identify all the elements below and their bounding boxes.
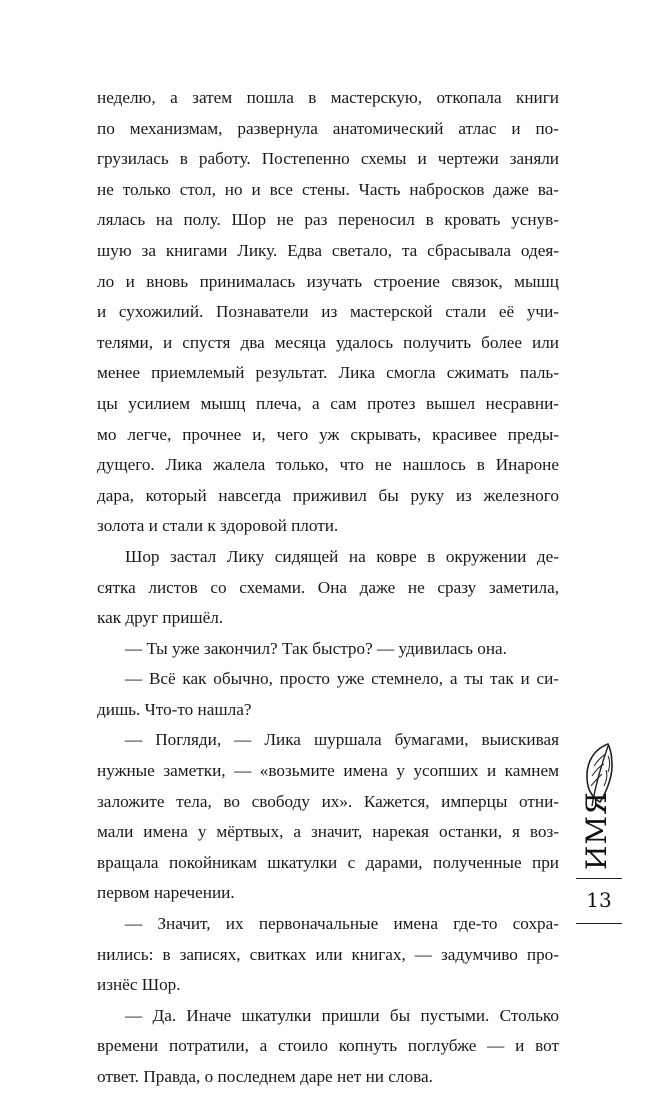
text-line: золота и стали к здоровой плоти. <box>97 516 339 536</box>
text-line: мали имена у мёртвых, а значит, нарекая останки, я воз- <box>97 822 559 842</box>
text-line: ответ. Правда, о последнем даре нет ни слова. <box>97 1067 433 1086</box>
text-line: телями, и спустя два месяца удалось получить более или <box>97 332 559 352</box>
text-line: менее приемлемый результат. Лика смогла сжимать паль- <box>97 363 559 383</box>
text-line: первом наречении. <box>97 883 235 903</box>
text-line: нужные заметки, — «возьмите имена у усопших и камнем <box>97 761 559 781</box>
text-line: — Да. Иначе шкатулки пришли бы пустыми. Столько <box>125 1005 559 1025</box>
text-line: ло и вновь принималась изучать строение связок, мышц <box>97 271 559 291</box>
text-line: — Ты уже закончил? Так быстро? — удивилась она. <box>125 638 507 658</box>
text-line: — Погляди, — Лика шуршала бумагами, выискивая <box>125 730 559 750</box>
text-line: нились: в записях, свитках или книгах, — задумчиво про- <box>97 944 559 964</box>
text-line: изнёс Шор. <box>97 975 181 995</box>
text-line: дущего. Лика жалела только, что не нашлось в Инароне <box>97 455 559 475</box>
text-line: цы усилием мышц плеча, а сам протез вышел несравни- <box>97 393 559 413</box>
text-line: как друг пришёл. <box>97 608 224 628</box>
running-sidebar <box>572 740 632 940</box>
text-line: заложите тела, во свободу их». Кажется, имперцы отни- <box>97 791 559 811</box>
text-line: дара, который навсегда приживил бы руку из железного <box>97 485 559 505</box>
running-title: ИМЯ <box>580 791 613 870</box>
text-line: грузилась в работу. Постепенно схемы и чертежи заняли <box>97 149 559 169</box>
text-line: лялась на полу. Шор не раз переносил в кровать уснув- <box>97 210 559 230</box>
text-line: дишь. Что-то нашла? <box>97 699 252 719</box>
body-text <box>97 83 559 1093</box>
text-line: и сухожилий. Познаватели из мастерской стали её учи- <box>97 302 559 322</box>
text-line: по механизмам, развернула анатомический атлас и по- <box>97 118 559 138</box>
text-line: — Значит, их первоначальные имена где-то сохра- <box>125 914 559 934</box>
text-line: не только стол, но и все стены. Часть набросков даже ва- <box>97 179 559 199</box>
text-line: — Всё как обычно, просто уже стемнело, а ты так и си- <box>125 669 559 689</box>
text-line: времени потратили, а стоило копнуть поглубже — и вот <box>97 1036 559 1056</box>
text-line: вращала покойникам шкатулки с дарами, полученные при <box>97 852 559 872</box>
divider <box>576 878 622 879</box>
text-line: мо легче, прочнее и, чего уж скрывать, красивее преды- <box>97 424 559 444</box>
page-number: 13 <box>586 888 612 912</box>
text-line: Шор застал Лику сидящей на ковре в окружении де- <box>125 546 559 566</box>
text-line: шую за книгами Лику. Едва светало, та сбрасывала одея- <box>97 240 559 260</box>
text-line: неделю, а затем пошла в мастерскую, откопала книги <box>97 88 559 107</box>
divider <box>576 923 622 924</box>
text-line: сятка листов со схемами. Она даже не сразу заметила, <box>97 577 559 597</box>
